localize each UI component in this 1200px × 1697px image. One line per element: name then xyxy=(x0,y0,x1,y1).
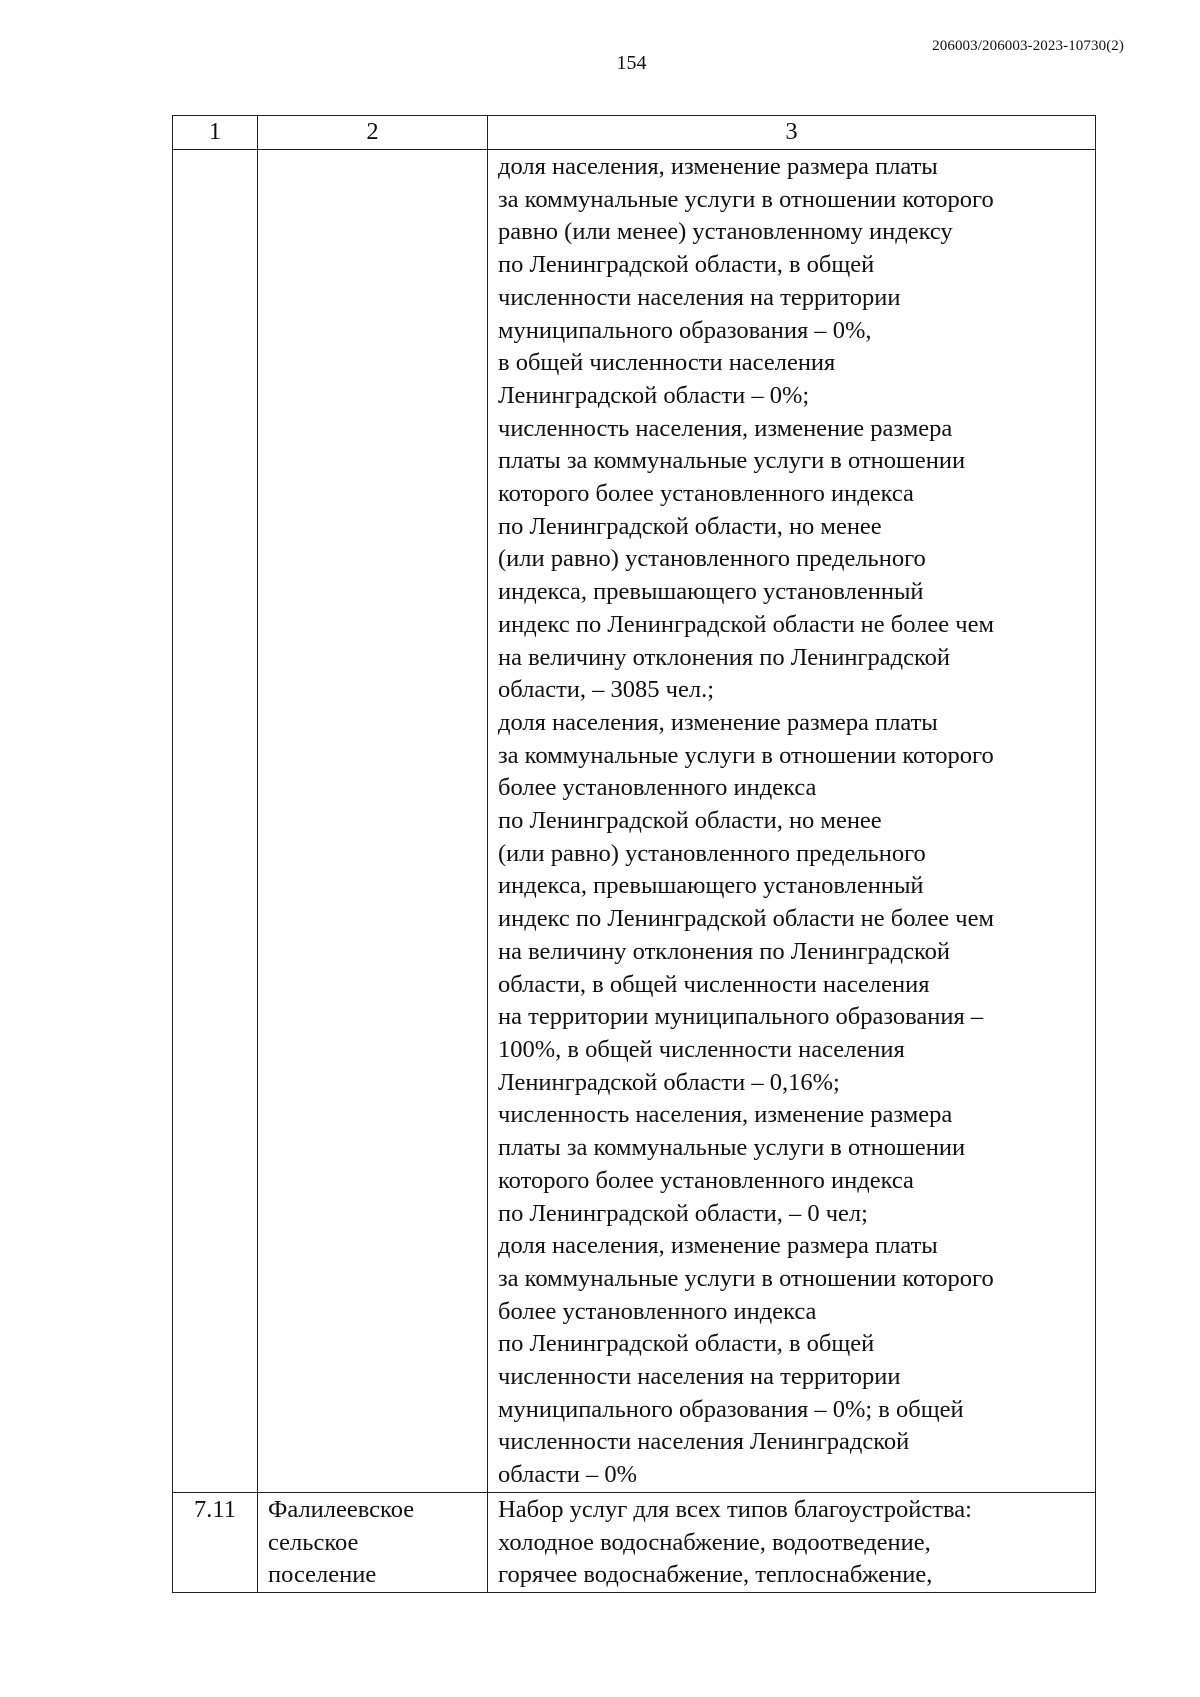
text-line: более установленного индекса xyxy=(498,1297,817,1325)
text-line: индекса, превышающего установленный xyxy=(498,578,924,606)
text-line: за коммунальные услуги в отношении которого xyxy=(498,741,994,769)
settlement-name xyxy=(258,1493,487,1592)
text-line: платы за коммунальные услуги в отношении xyxy=(498,447,966,475)
text-line: по Ленинградской области, в общей xyxy=(498,1330,875,1358)
text-line: индекс по Ленинградской области не более чем xyxy=(498,905,994,933)
document-id: 206003/206003-2023-10730(2) xyxy=(932,38,1124,54)
row-number-cell xyxy=(173,1492,258,1592)
text-line: индекс по Ленинградской области не более чем xyxy=(498,610,994,638)
text-line: области, в общей численности населения xyxy=(498,970,930,998)
text-line: (или равно) установленного предельного xyxy=(498,839,926,867)
text-line: платы за коммунальные услуги в отношении xyxy=(498,1134,966,1162)
data-table xyxy=(172,115,1096,1593)
services-text xyxy=(488,1493,1095,1592)
text-line: холодное водоснабжение, водоотведение, xyxy=(498,1528,931,1556)
page-number: 154 xyxy=(616,52,647,74)
text-line: Ленинградской области – 0%; xyxy=(498,381,810,409)
text-line: по Ленинградской области, но менее xyxy=(498,807,882,835)
text-line: Набор услуг для всех типов благоустройства: xyxy=(498,1495,972,1523)
row-number: 7.11 xyxy=(194,1495,236,1523)
text-line: области, – 3085 чел.; xyxy=(498,676,715,704)
text-line: на величину отклонения по Ленинградской xyxy=(498,937,950,965)
text-line: на территории муниципального образования – xyxy=(498,1003,984,1031)
settlement-name-cell xyxy=(258,1492,488,1592)
text-line: численности населения Ленинградской xyxy=(498,1428,910,1456)
text-line: доля населения, изменение размера платы xyxy=(498,153,938,180)
text-line: сельское xyxy=(268,1528,359,1556)
table-row-7-11 xyxy=(173,1492,1096,1592)
text-line: области – 0% xyxy=(498,1461,638,1489)
text-line: за коммунальные услуги в отношении которого xyxy=(498,185,994,213)
text-line: которого более установленного индекса xyxy=(498,1166,914,1194)
column-header-3: 3 xyxy=(488,116,1096,150)
text-line: на величину отклонения по Ленинградской xyxy=(498,643,950,671)
text-line: (или равно) установленного предельного xyxy=(498,545,926,573)
text-line: поселение xyxy=(268,1561,377,1589)
text-line: в общей численности населения xyxy=(498,349,836,377)
table-header-row xyxy=(173,116,1096,150)
text-line: за коммунальные услуги в отношении которого xyxy=(498,1264,994,1292)
text-line: муниципального образования – 0%; в общей xyxy=(498,1395,964,1423)
text-line: численности населения на территории xyxy=(498,283,901,311)
continuation-num-cell xyxy=(173,150,258,1493)
text-line: более установленного индекса xyxy=(498,774,817,802)
text-line: по Ленинградской области, в общей xyxy=(498,251,875,279)
column-header-1: 1 xyxy=(173,116,258,150)
continuation-name-cell xyxy=(258,150,488,1493)
column-header-2: 2 xyxy=(258,116,488,150)
text-line: муниципального образования – 0%, xyxy=(498,316,872,344)
text-line: которого более установленного индекса xyxy=(498,480,914,508)
text-line: равно (или менее) установленному индексу xyxy=(498,218,953,246)
services-text-cell xyxy=(488,1492,1096,1592)
continuation-text-cell xyxy=(488,150,1096,1493)
text-line: доля населения, изменение размера платы xyxy=(498,1232,938,1260)
text-line: Ленинградской области – 0,16%; xyxy=(498,1068,840,1096)
text-line: Фалилеевское xyxy=(268,1495,415,1523)
table-row-continuation xyxy=(173,150,1096,1493)
text-line: по Ленинградской области, – 0 чел; xyxy=(498,1199,868,1227)
text-line: доля населения, изменение размера платы xyxy=(498,708,938,736)
text-line: горячее водоснабжение, теплоснабжение, xyxy=(498,1561,933,1589)
text-line: численности населения на территории xyxy=(498,1363,901,1391)
continuation-text xyxy=(488,150,1095,1492)
text-line: численность населения, изменение размера xyxy=(498,1101,953,1129)
text-line: 100%, в общей численности населения xyxy=(498,1035,905,1063)
text-line: численность населения, изменение размера xyxy=(498,414,953,442)
text-line: индекса, превышающего установленный xyxy=(498,872,924,900)
text-line: по Ленинградской области, но менее xyxy=(498,512,882,540)
